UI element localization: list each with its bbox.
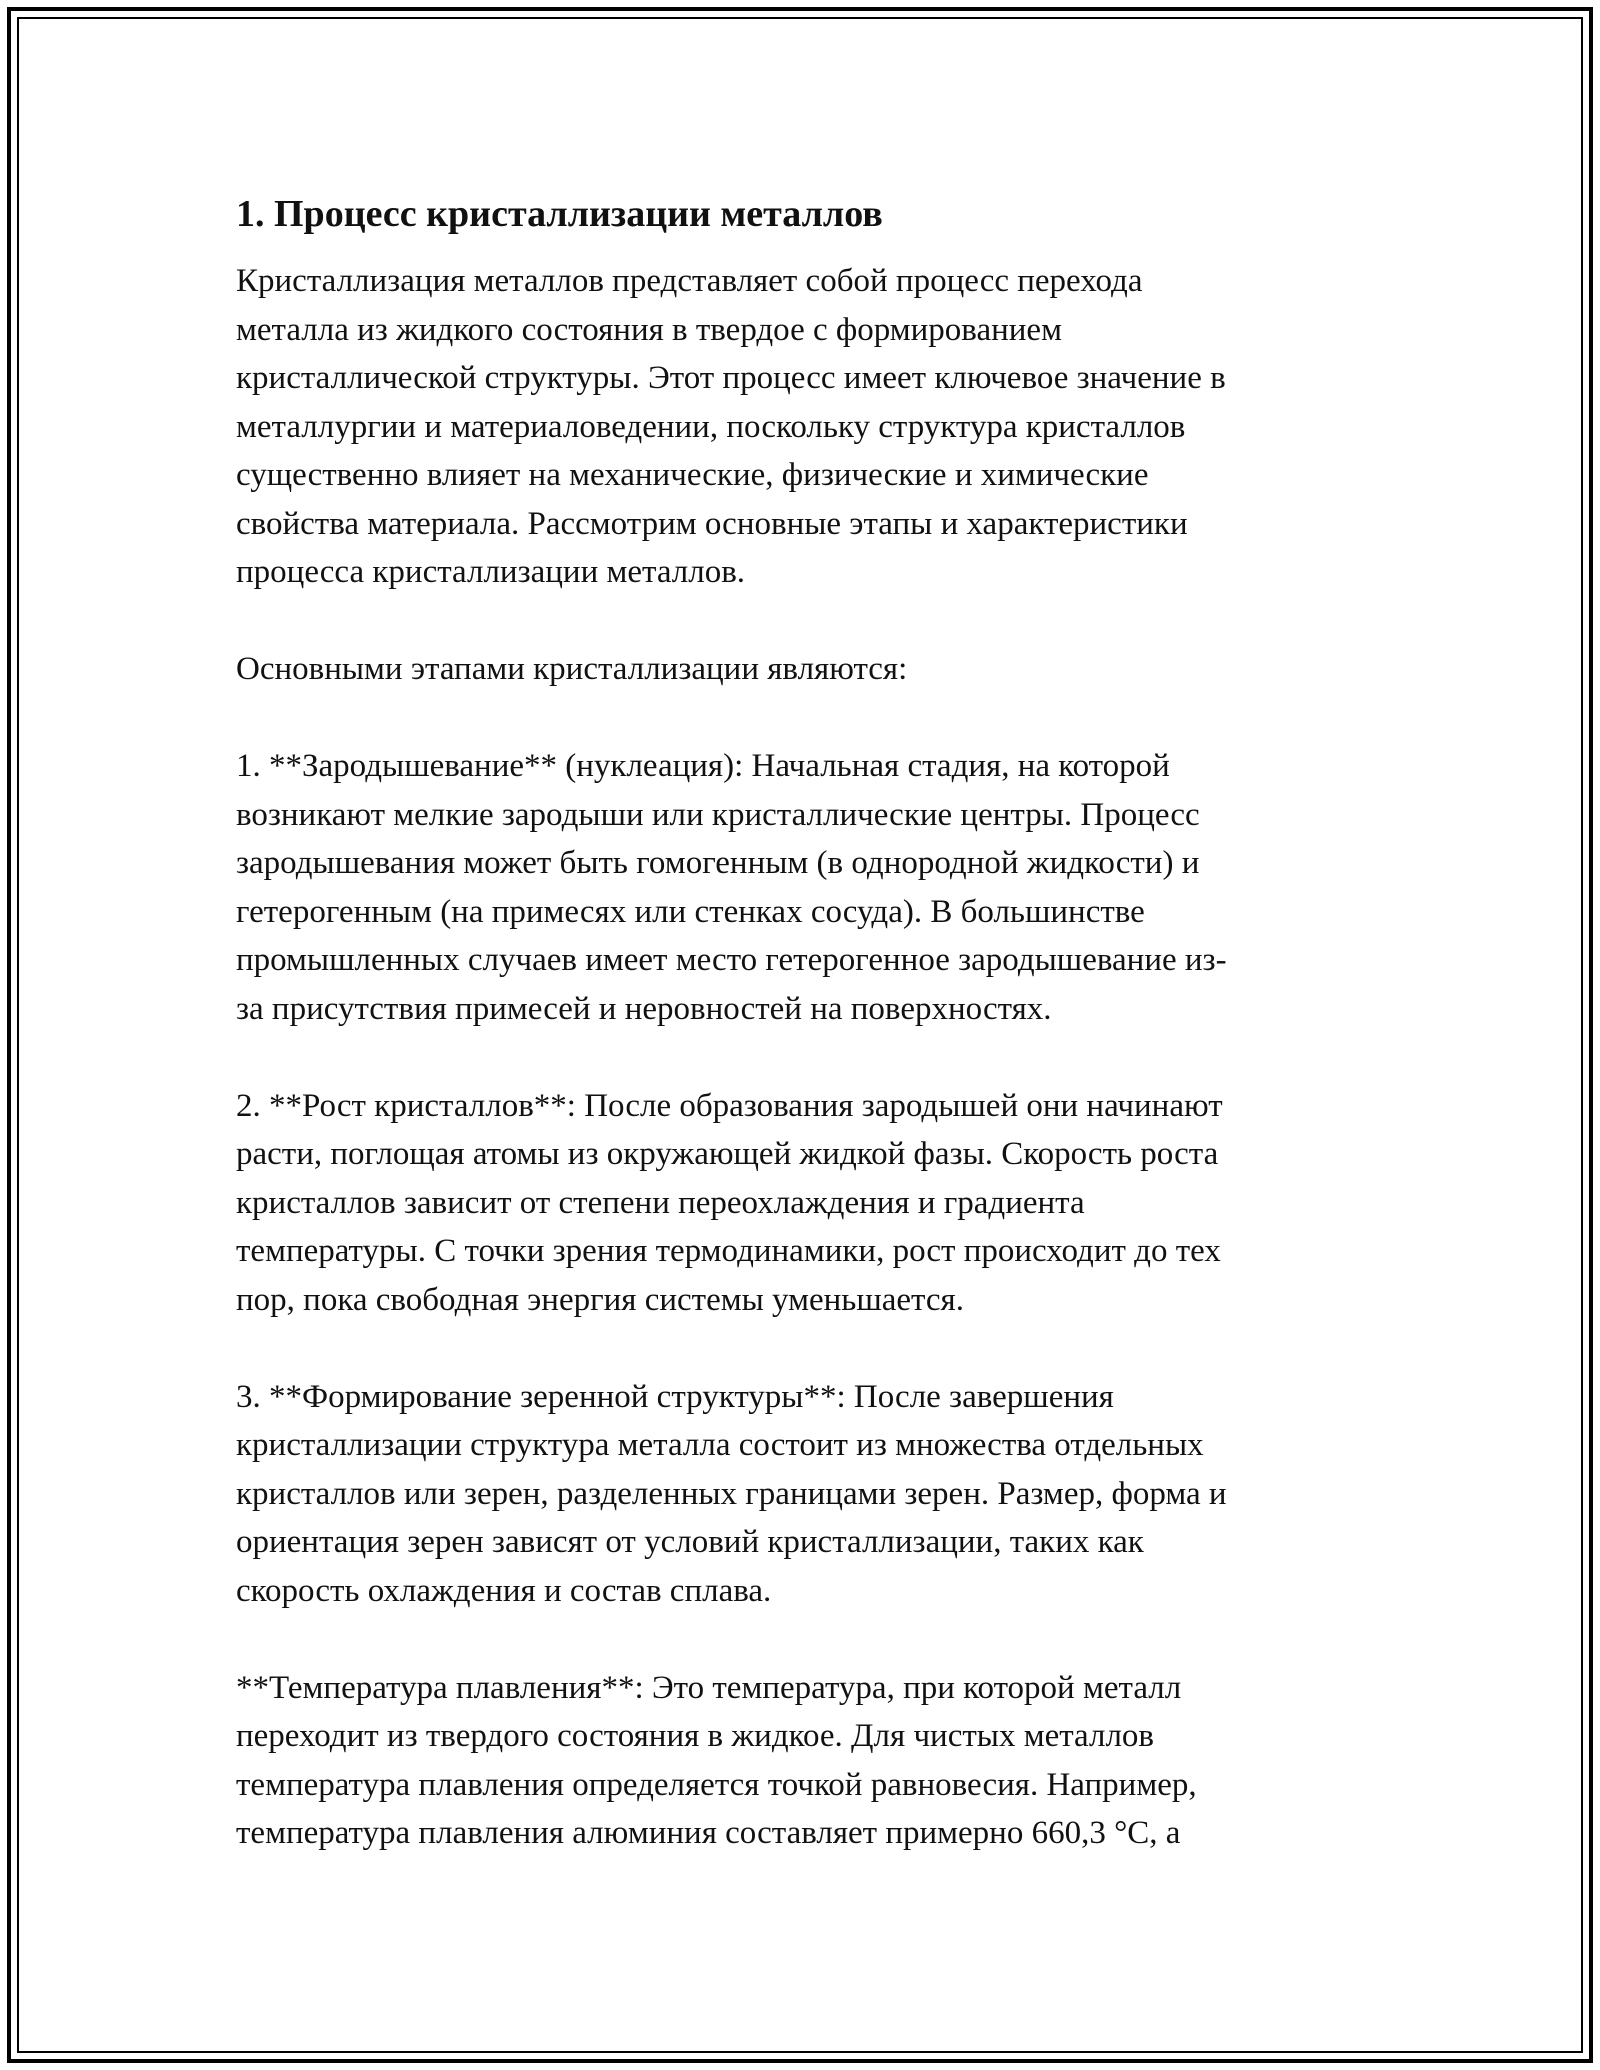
text-line: гетерогенным (на примесях или стенках сосуда). В большинстве: [236, 893, 1145, 930]
text-line: зародышевания может быть гомогенным (в однородной жидкости) и: [236, 845, 1200, 881]
text-line: существенно влияет на механические, физические и химические: [236, 457, 1149, 493]
text-line: температура плавления определяется точкой равновесия. Например,: [236, 1766, 1197, 1803]
paragraph-crystal-growth: [236, 1082, 1356, 1325]
text-line: кристаллической структуры. Этот процесс имеет ключевое значение в: [236, 360, 1226, 396]
text-line: за присутствия примесей и неровностей на поверхностях.: [236, 990, 1052, 1027]
text-line: кристаллизации структура металла состоит из множества отдельных: [236, 1427, 1204, 1463]
text-line: температура плавления алюминия составляет примерно 660,3 °C, а: [236, 1815, 1181, 1851]
paragraph-nucleation: [236, 742, 1356, 1033]
text-line: **Температура плавления**: Это температура, при которой металл: [236, 1669, 1182, 1706]
text-line: 2. **Рост кристаллов**: После образования зародышей они начинают: [236, 1087, 1223, 1124]
text-line: переходит из твердого состояния в жидкое. Для чистых металлов: [236, 1718, 1155, 1754]
paragraph-melting-point: [236, 1664, 1356, 1858]
text-line: свойства материала. Рассмотрим основные этапы и характеристики: [236, 505, 1188, 542]
text-line: Основными этапами кристаллизации являются:: [236, 651, 908, 687]
text-line: ориентация зерен зависят от условий кристаллизации, таких как: [236, 1524, 1144, 1560]
text-line: Кристаллизация металлов представляет собой процесс перехода: [236, 263, 1143, 299]
text-line: 1. **Зародышевание** (нуклеация): Начальная стадия, на которой: [236, 748, 1170, 784]
text-line: металлургии и материаловедении, поскольку структура кристаллов: [236, 408, 1186, 445]
text-line: процесса кристаллизации металлов.: [236, 554, 746, 590]
paragraph-stages-intro: [236, 645, 1356, 694]
text-line: промышленных случаев имеет место гетерогенное зародышевание из-: [236, 942, 1227, 978]
text-line: возникают мелкие зародыши или кристаллические центры. Процесс: [236, 796, 1200, 833]
paragraph-grain-structure: [236, 1373, 1356, 1616]
text-line: скорость охлаждения и состав сплава.: [236, 1572, 772, 1609]
paragraph-intro: [236, 257, 1356, 597]
text-line: расти, поглощая атомы из окружающей жидкой фазы. Скорость роста: [236, 1136, 1219, 1172]
text-line: металла из жидкого состояния в твердое с формированием: [236, 311, 1062, 348]
section-heading: 1. Процесс кристаллизации металлов: [236, 193, 883, 235]
text-line: пор, пока свободная энергия системы уменьшается.: [236, 1281, 964, 1318]
text-line: 3. **Формирование зеренной структуры**: После завершения: [236, 1378, 1114, 1415]
text-line: кристаллов или зерен, разделенных границами зерен. Размер, форма и: [236, 1475, 1227, 1512]
document-body: [236, 186, 1356, 1906]
text-line: температуры. С точки зрения термодинамики, рост происходит до тех: [236, 1233, 1221, 1269]
text-line: кристаллов зависит от степени переохлаждения и градиента: [236, 1184, 1085, 1221]
